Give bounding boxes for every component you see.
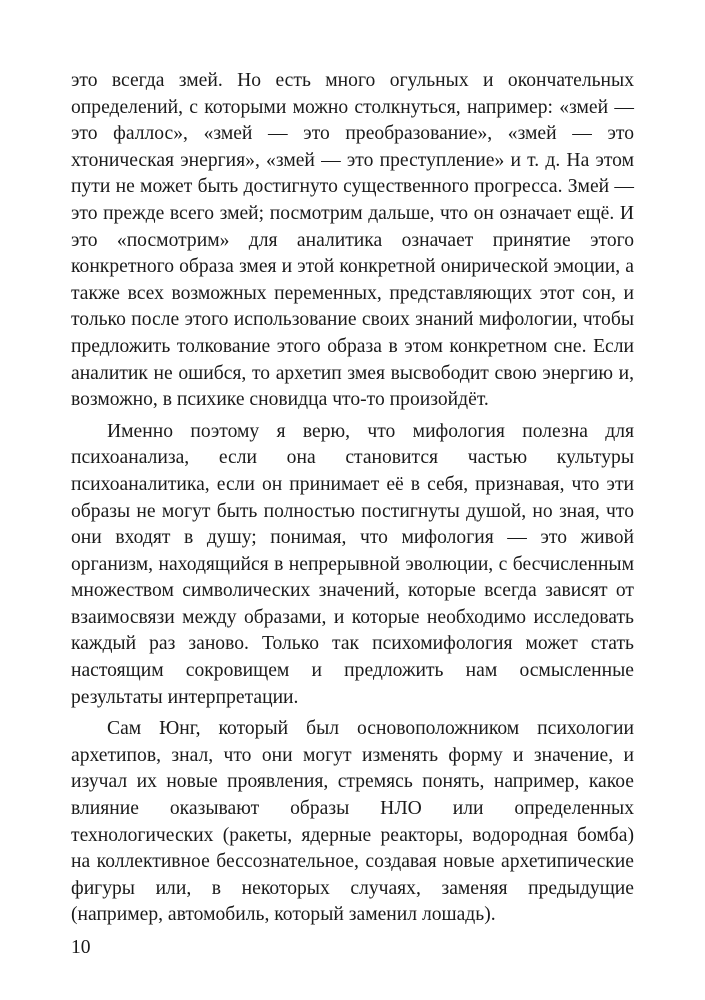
paragraph-jung: Сам Юнг, который был основоположником психологии архетипов, знал, что они могут изменять форму и значение, и изучал их новые проявления, стремясь понять, например, какое влияние оказывают образы НЛО или определенных технологических (ракеты, ядерные реакторы, водородная бомба) на коллективное бессознательное, создавая новые архетипические фигуры или, в некоторых случаях, заменяя предыдущие (например, автомобиль, который заменил лошадь).	[71, 718, 634, 926]
paragraph-mythology: Именно поэтому я верю, что мифология полезна для психоанализа, если она становится частью культуры психоаналитика, если он принимает её в себя, признавая, что эти образы не могут быть полностью постигнуты душой, но зная, что они входят в душу; понимая, что мифология — это живой организм, находящийся в непрерывной эволюции, с бесчисленным множеством символических значений, которые всегда зависят от взаимосвязи между образами, и которые необходимо исследовать каждый раз заново. Только так психомифология может стать настоящим сокровищем и предложить нам осмысленные результаты интерпретации.	[71, 420, 634, 708]
page-number: 10	[71, 937, 91, 958]
page-body	[71, 68, 634, 929]
paragraph-continuation: это всегда змей. Но есть много огульных и окончательных определений, с которыми можно столкнуться, например: «змей — это фаллос», «змей — это преобразование», «змей — это хтоническая энергия», «змей — это преступление» и т. д. На этом пути не может быть достигнуто существенного прогресса. Змей — это прежде всего змей; посмотрим дальше, что он означает ещё. И это «посмотрим» для аналитика означает принятие этого конкретного образа змея и этой конкретной онирической эмоции, а также всех возможных переменных, представляющих этот сон, и только после этого использование своих знаний мифологии, чтобы предложить толкование этого образа в этом конкретном сне. Если аналитик не ошибся, то архетип змея высвободит свою энергию и, возможно, в психике сновидца что-то произойдёт.	[71, 70, 634, 411]
